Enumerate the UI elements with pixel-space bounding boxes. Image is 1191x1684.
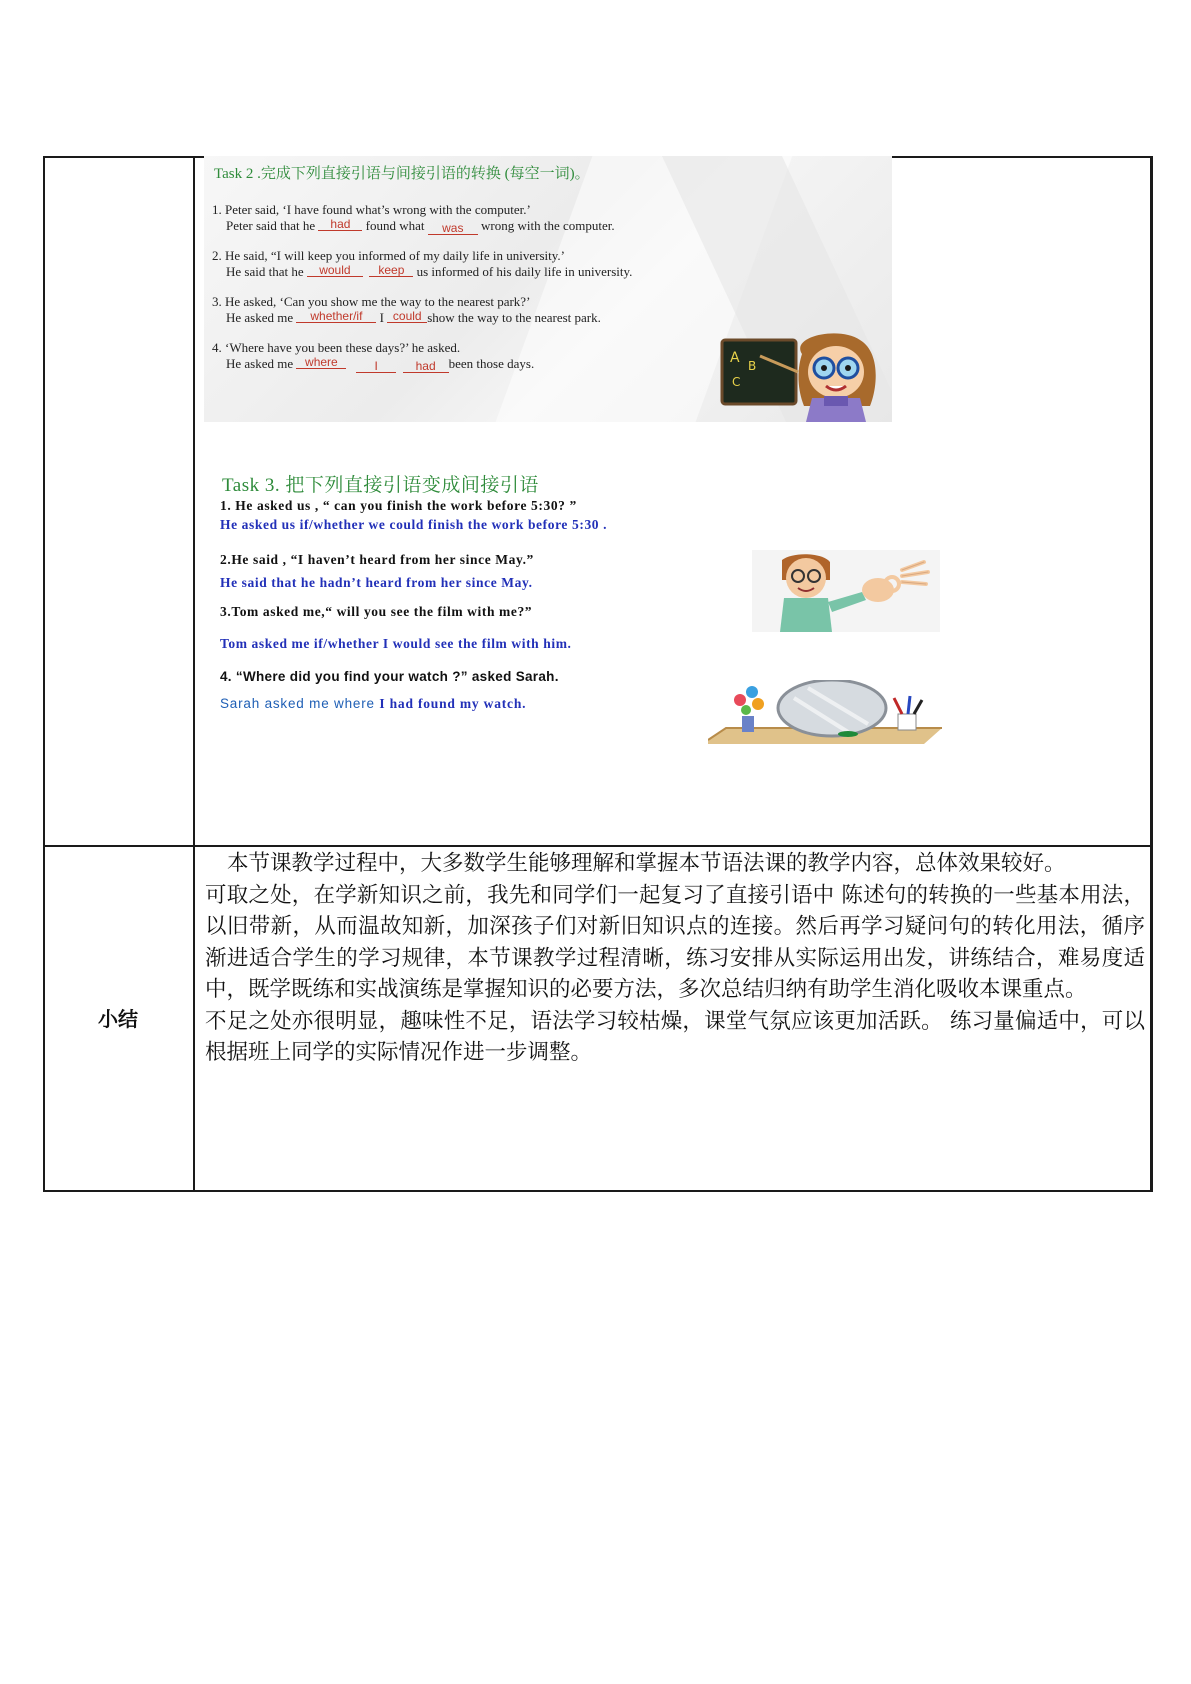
svg-text:C: C [732,375,741,389]
task3-slide [204,470,944,750]
task2-item3-question: 3. He asked, ‘Can you show me the way to the nearest park?’ [212,294,531,309]
task2-item4-question: 4. ‘Where have you been these days?’ he asked. [212,340,461,355]
task2-item3-answer: He asked me whether/if I could show the way to the nearest park. [226,309,601,325]
answer-blank: where [296,356,346,369]
summary-paragraph-strengths: 可取之处，在学新知识之前，我先和同学们一起复习了直接引语中 陈述句的转换的一些基本用法，以旧带新，从而温故知新，加深孩子们对新旧知识点的连接。然后再学习疑问句的转化用法，循序渐进适合学生的学习规律，本节课教学过程清晰，练习安排从实际运用出发，讲练结合，难易度适中，既学既练和实战演练是掌握知识的必要方法，多次总结归纳有助学生消化吸收本课重点。 [205,882,1145,1002]
answer-blank: had [318,218,362,231]
task2-item1-answer: Peter said that he had found what was wrong with the computer. [226,217,615,235]
answer-blank: could [387,310,427,323]
answer-blank: I [356,360,396,373]
task3-item1-answer: He asked us if/whether we could finish the work before 5:30 . [220,517,608,532]
answer-blank: had [403,360,449,373]
task2-item2-question: 2. He said, “I will keep you informed of my daily life in university.’ [212,248,565,263]
task3-item2-answer: He said that he hadn’t heard from her since May. [220,575,533,590]
task2-title: Task 2 .完成下列直接引语与间接引语的转换 (每空一词)。 [214,166,590,182]
mirror-desk-illustration [708,680,942,744]
answer-blank: would [307,264,363,277]
summary-label: 小结 [98,1006,138,1031]
task3-item3-question: 3.Tom asked me,“ will you see the film with me?” [220,604,533,619]
summary-paragraph-weaknesses: 不足之处亦很明显，趣味性不足，语法学习较枯燥，课堂气氛应该更加活跃。 练习量偏适中，可以根据班上同学的实际情况作进一步调整。 [205,1008,1145,1065]
task2-item1-question: 1. Peter said, ‘I have found what’s wrong with the computer.’ [212,202,531,217]
task2-slide [204,156,892,422]
answer-blank: whether/if [296,310,376,323]
task2-item4-answer: He asked me where I had been those days. [226,355,535,373]
svg-text:A: A [730,350,740,366]
task2-item2-answer: He said that he would keep us informed of his daily life in university. [226,263,633,279]
summary-text [205,848,1145,1069]
summary-paragraph-overview: 本节课教学过程中，大多数学生能够理解和掌握本节语法课的教学内容，总体效果较好。 [227,851,1066,876]
column-divider [193,158,195,1190]
answer-blank: keep [369,264,413,277]
teacher-cartoon-illustration [720,326,890,422]
man-ok-gesture-illustration [752,550,940,632]
svg-text:B: B [748,359,757,373]
task3-title: Task 3. 把下列直接引语变成间接引语 [222,475,539,496]
answer-blank: was [428,222,478,235]
task3-item4-question: 4. “Where did you find your watch ?” asked Sarah. [220,669,559,684]
row-divider [45,845,1150,847]
task3-item3-answer: Tom asked me if/whether I would see the film with him. [220,636,572,651]
task3-item1-question: 1. He asked us , “ can you finish the work before 5:30? ” [220,498,577,513]
task3-item2-question: 2.He said , “I haven’t heard from her since May.” [220,552,534,567]
task3-item4-answer: Sarah asked me where I had found my watch. [220,696,527,711]
